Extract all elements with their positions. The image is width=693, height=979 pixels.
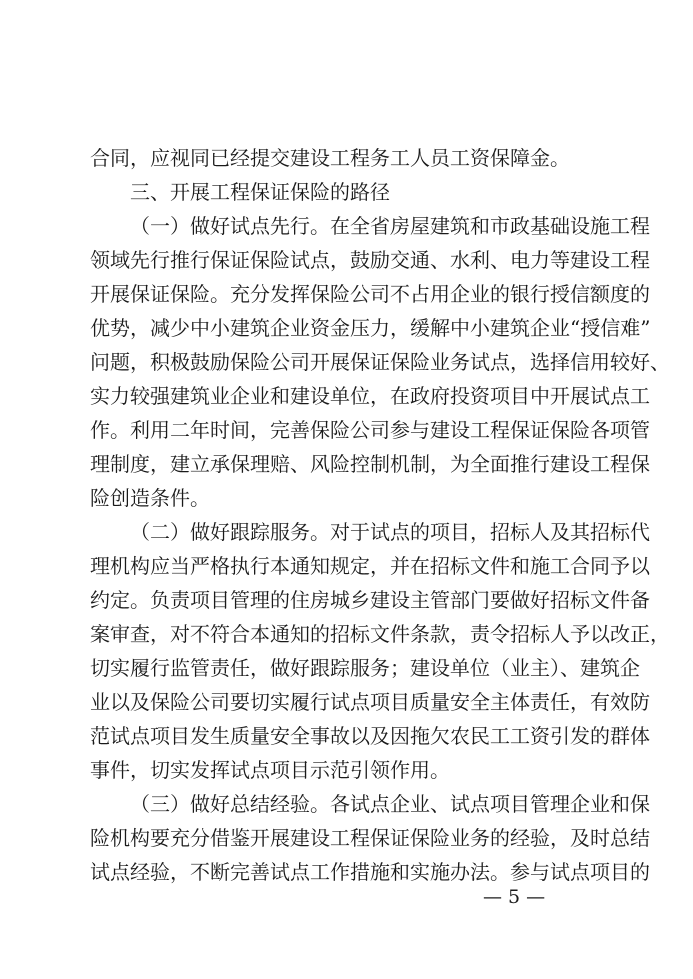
paragraph-line: 业以及保险公司要切实履行试点项目质量安全主体责任，有效防: [90, 690, 650, 714]
paragraph-line: 理制度，建立承保理赔、风险控制机制，为全面推行建设工程保: [90, 452, 650, 476]
paragraph-line: （二）做好跟踪服务。对于试点的项目，招标人及其招标代: [130, 520, 650, 544]
paragraph-line: 切实履行监管责任，做好跟踪服务；建设单位（业主）、建筑企: [90, 656, 640, 680]
paragraph-line: （一）做好试点先行。在全省房屋建筑和市政基础设施工程: [130, 214, 650, 238]
continuation-line: 合同，应视同已经提交建设工程务工人员工资保障金。: [90, 146, 570, 170]
paragraph-line: 范试点项目发生质量安全事故以及因拖欠农民工工资引发的群体: [90, 724, 650, 748]
paragraph-line: 约定。负责项目管理的住房城乡建设主管部门要做好招标文件备: [90, 588, 650, 612]
section-heading: 三、开展工程保证保险的路径: [130, 180, 390, 204]
paragraph-line: 开展保证保险。充分发挥保险公司不占用企业的银行授信额度的: [90, 282, 650, 306]
paragraph-line: 险创造条件。: [90, 486, 210, 510]
paragraph-line: （三）做好总结经验。各试点企业、试点项目管理企业和保: [130, 792, 650, 816]
paragraph-line: 实力较强建筑业企业和建设单位，在政府投资项目中开展试点工: [90, 384, 650, 408]
paragraph-line: 理机构应当严格执行本通知规定，并在招标文件和施工合同予以: [90, 554, 650, 578]
paragraph-line: 案审查，对不符合本通知的招标文件条款，责令招标人予以改正，: [90, 622, 670, 646]
paragraph-line: 险机构要充分借鉴开展建设工程保证保险业务的经验，及时总结: [90, 826, 650, 850]
paragraph-line: 试点经验，不断完善试点工作措施和实施办法。参与试点项目的: [90, 860, 650, 884]
paragraph-line: 作。利用二年时间，完善保险公司参与建设工程保证保险各项管: [90, 418, 650, 442]
paragraph-line: 问题，积极鼓励保险公司开展保证保险业务试点，选择信用较好、: [90, 350, 670, 374]
paragraph-line: 优势，减少中小建筑企业资金压力，缓解中小建筑企业“授信难”: [90, 316, 651, 340]
page-number: — 5 —: [483, 886, 546, 908]
paragraph-line: 事件，切实发挥试点项目示范引领作用。: [90, 758, 450, 782]
paragraph-line: 领域先行推行保证保险试点，鼓励交通、水利、电力等建设工程: [90, 248, 650, 272]
